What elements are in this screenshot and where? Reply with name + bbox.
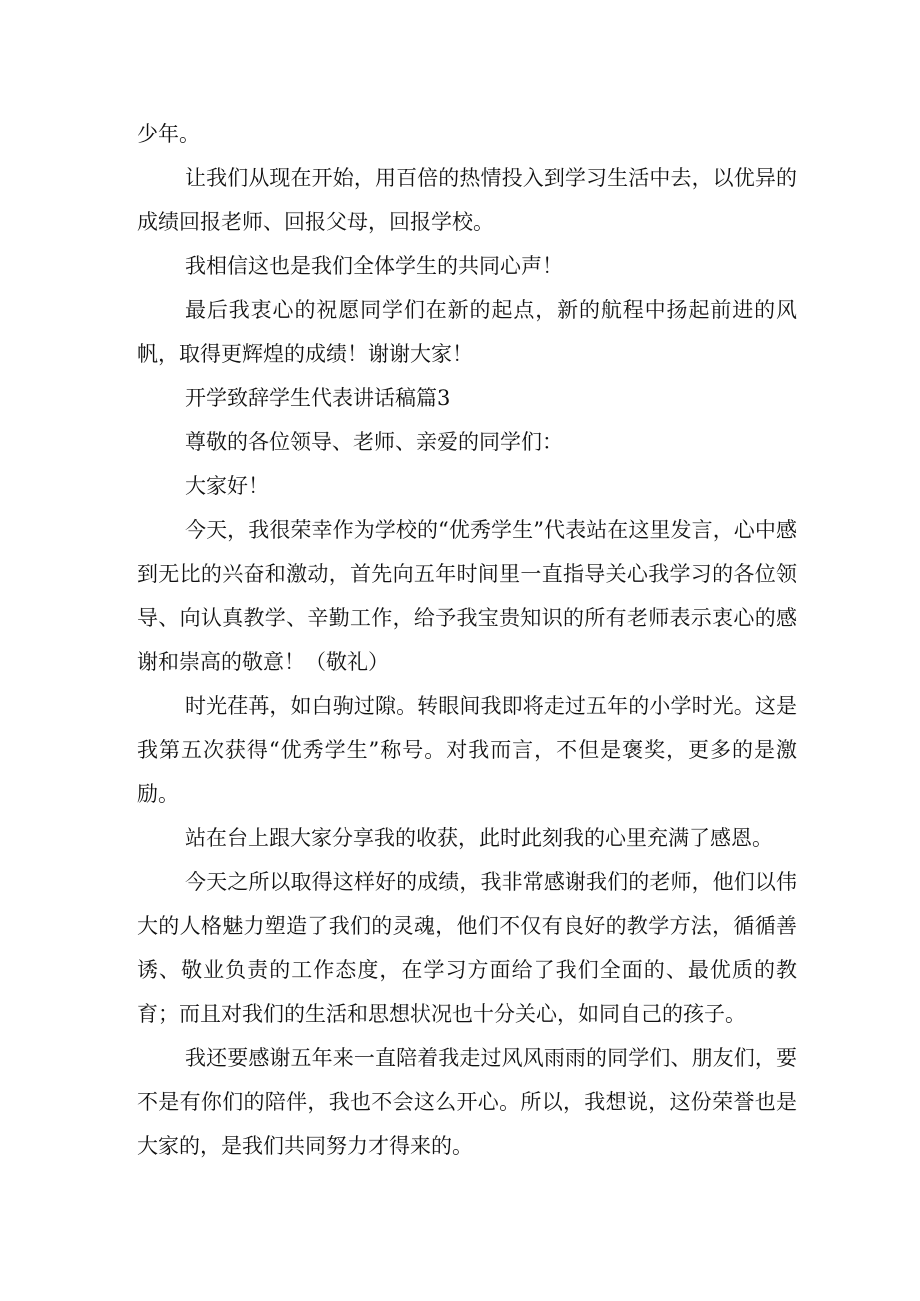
paragraph-10: 站在台上跟大家分享我的收获，此时此刻我的心里充满了感恩。 — [185, 826, 773, 850]
salutation: 尊敬的各位领导、老师、亲爱的同学们： — [185, 430, 563, 454]
paragraph-9: 时光荏苒，如白驹过隙。转眼间我即将走过五年的小学时光。这是我第五次获得“优秀学生”称号。对我而言，不但是褒奖，更多的是激励。 — [137, 694, 797, 806]
paragraph-12: 我还要感谢五年来一直陪着我走过风风雨雨的同学们、朋友们，要不是有你们的陪伴，我也不会这么开心。所以，我想说，这份荣誉也是大家的，是我们共同努力才得来的。 — [137, 1046, 797, 1158]
paragraph-1: 少年。 — [137, 122, 200, 146]
greeting: 大家好！ — [185, 474, 269, 498]
paragraph-4: 最后我衷心的祝愿同学们在新的起点，新的航程中扬起前进的风帆，取得更辉煌的成绩！谢谢大家！ — [137, 298, 797, 366]
paragraph-2: 让我们从现在开始，用百倍的热情投入到学习生活中去，以优异的成绩回报老师、回报父母，回报学校。 — [137, 166, 797, 234]
document-body — [137, 112, 797, 1168]
paragraph-3: 我相信这也是我们全体学生的共同心声！ — [185, 254, 563, 278]
paragraph-8: 今天，我很荣幸作为学校的“优秀学生”代表站在这里发言，心中感到无比的兴奋和激动，首先向五年时间里一直指导关心我学习的各位领导、向认真教学、辛勤工作，给予我宝贵知识的所有老师表示衷心的感谢和崇高的敬意！（敬礼） — [137, 518, 797, 674]
paragraph-11: 今天之所以取得这样好的成绩，我非常感谢我们的老师，他们以伟大的人格魅力塑造了我们的灵魂，他们不仅有良好的教学方法，循循善诱、敬业负责的工作态度，在学习方面给了我们全面的、最优质的教育；而且对我们的生活和思想状况也十分关心，如同自己的孩子。 — [137, 870, 797, 1026]
section-heading: 开学致辞学生代表讲话稿篇3 — [185, 386, 451, 410]
